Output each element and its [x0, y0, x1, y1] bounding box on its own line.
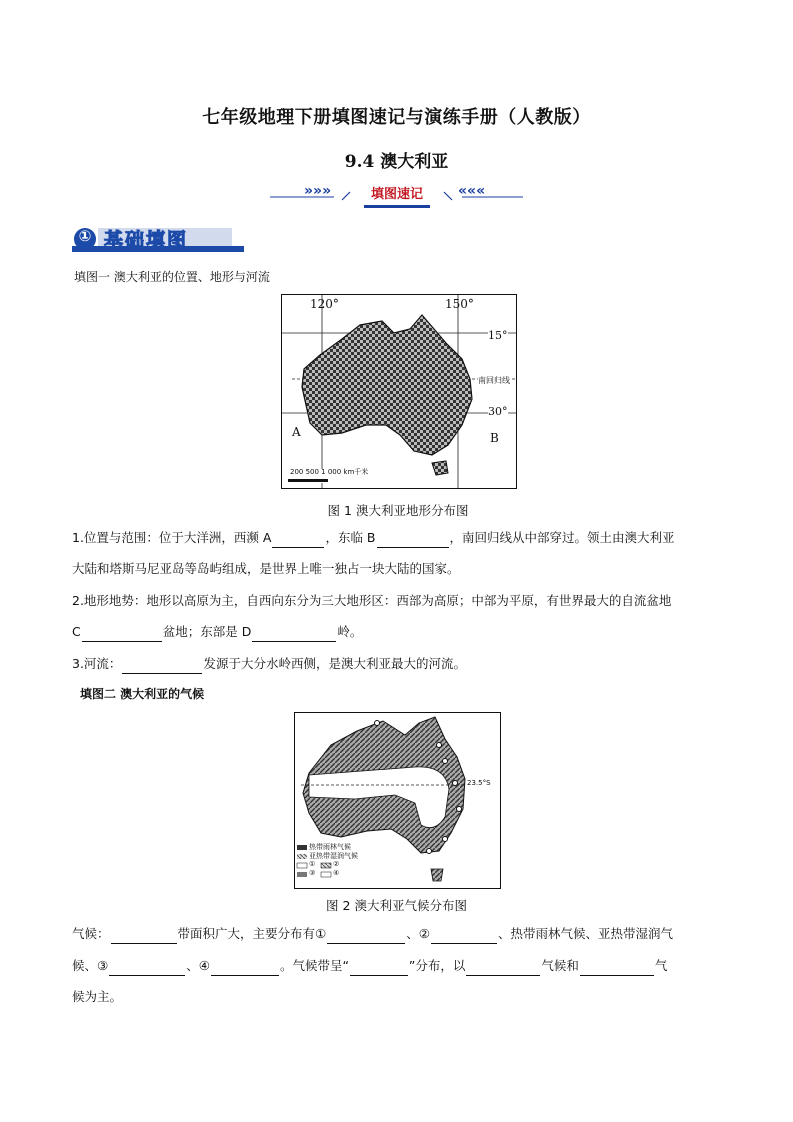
fill2-label: 填图二 澳大利亚的气候: [80, 687, 205, 701]
letter-a: A: [292, 425, 301, 439]
legend-4: ④: [333, 869, 340, 877]
q3-text-a: 3.河流：: [72, 656, 122, 671]
climate-text-a: 气候：: [72, 926, 110, 941]
letter-b: B: [490, 431, 499, 445]
legend-humid-subtropical: 亚热带湿润气候: [309, 852, 358, 860]
q1-text-b: ，东临 B: [325, 530, 376, 545]
answer-blank-q1-b[interactable]: [377, 533, 449, 548]
question-3: [72, 654, 722, 674]
answer-blank-climate-2[interactable]: [327, 929, 405, 944]
legend-rainforest: 热带雨林气候: [309, 843, 351, 851]
banner-label: 填图速记: [364, 183, 430, 202]
q2-text-b: C: [72, 624, 81, 639]
legend-3: ③: [309, 869, 316, 877]
map-scale: 200 500 1 000 km千米: [290, 468, 369, 476]
document-subtitle: 9.4 澳大利亚: [344, 152, 449, 172]
climate-text-i: 气候和: [541, 958, 579, 973]
section-banner: [270, 183, 523, 205]
tropic-label: 南回归线: [478, 376, 510, 385]
map-figure-1: [281, 294, 517, 489]
section-header: [72, 226, 244, 252]
q1-text-a: 1.位置与范围：位于大洋洲，西濒 A: [72, 530, 272, 545]
left-arrows: »»»: [304, 183, 332, 199]
document-title: 七年级地理下册填图速记与演练手册（人教版）: [202, 107, 591, 128]
figure-1-caption: 图 1 澳大利亚地形分布图: [327, 503, 469, 518]
climate-question: [72, 924, 722, 944]
map-figure-2: [294, 712, 501, 889]
answer-blank-climate-3[interactable]: [431, 929, 497, 944]
lat-15-label: 15°: [488, 329, 508, 342]
right-arrows: «««: [458, 183, 486, 199]
answer-blank-climate-7[interactable]: [466, 961, 540, 976]
answer-blank-q2-d[interactable]: [252, 627, 336, 642]
q1-text-c: ，南回归线从中部穿过。领土由澳大利亚: [449, 530, 675, 545]
climate-text-j: 气: [654, 958, 668, 973]
question-2-cont: [72, 622, 722, 642]
answer-blank-climate-1[interactable]: [111, 929, 177, 944]
section-number: ①: [78, 227, 92, 245]
climate-text-f: 、④: [186, 958, 210, 973]
climate-text-e: 候、③: [72, 958, 109, 973]
answer-blank-climate-5[interactable]: [211, 961, 279, 976]
lon-120-label: 120°: [310, 297, 339, 311]
answer-blank-q2-c[interactable]: [82, 627, 162, 642]
climate-question-cont: [72, 956, 722, 976]
climate-text-c: 、②: [406, 926, 430, 941]
climate-text-d: 、热带雨林气候、亚热带湿润气: [497, 926, 673, 941]
lat-30-label: 30°: [488, 405, 508, 418]
q3-text-b: 发源于大分水岭西侧，是澳大利亚最大的河流。: [203, 656, 466, 671]
answer-blank-climate-4[interactable]: [109, 961, 185, 976]
answer-blank-q3[interactable]: [122, 659, 202, 674]
climate-text-g: 。气候带呈“: [279, 958, 349, 973]
question-1-cont: 大陆和塔斯马尼亚岛等岛屿组成，是世界上唯一独占一块大陆的国家。: [72, 561, 460, 576]
legend-1: ①: [309, 860, 316, 868]
question-2: 2.地形地势：地形以高原为主，自西向东分为三大地形区：西部为高原；中部为平原，有世界最大的自流盆地: [72, 593, 672, 608]
answer-blank-q1-a[interactable]: [272, 533, 324, 548]
answer-blank-climate-6[interactable]: [350, 961, 408, 976]
climate-question-end: 候为主。: [72, 989, 123, 1004]
fill1-label: 填图一 澳大利亚的位置、地形与河流: [74, 270, 270, 284]
figure-2-caption: 图 2 澳大利亚气候分布图: [326, 898, 467, 913]
legend-2: ②: [333, 860, 340, 868]
latitude-label: 23.5°S: [467, 779, 491, 787]
australia-terrain-map: [282, 295, 516, 488]
question-1: [72, 528, 722, 548]
climate-text-b: 带面积广大，主要分布有①: [177, 926, 327, 941]
answer-blank-climate-8[interactable]: [580, 961, 654, 976]
climate-text-h: ”分布，以: [408, 958, 466, 973]
q2-text-c: 盆地；东部是 D: [162, 624, 252, 639]
section-label: 基础填图: [104, 229, 189, 251]
q2-text-d: 岭。: [337, 624, 363, 639]
lon-150-label: 150°: [445, 297, 474, 311]
australia-climate-map: [295, 713, 500, 888]
